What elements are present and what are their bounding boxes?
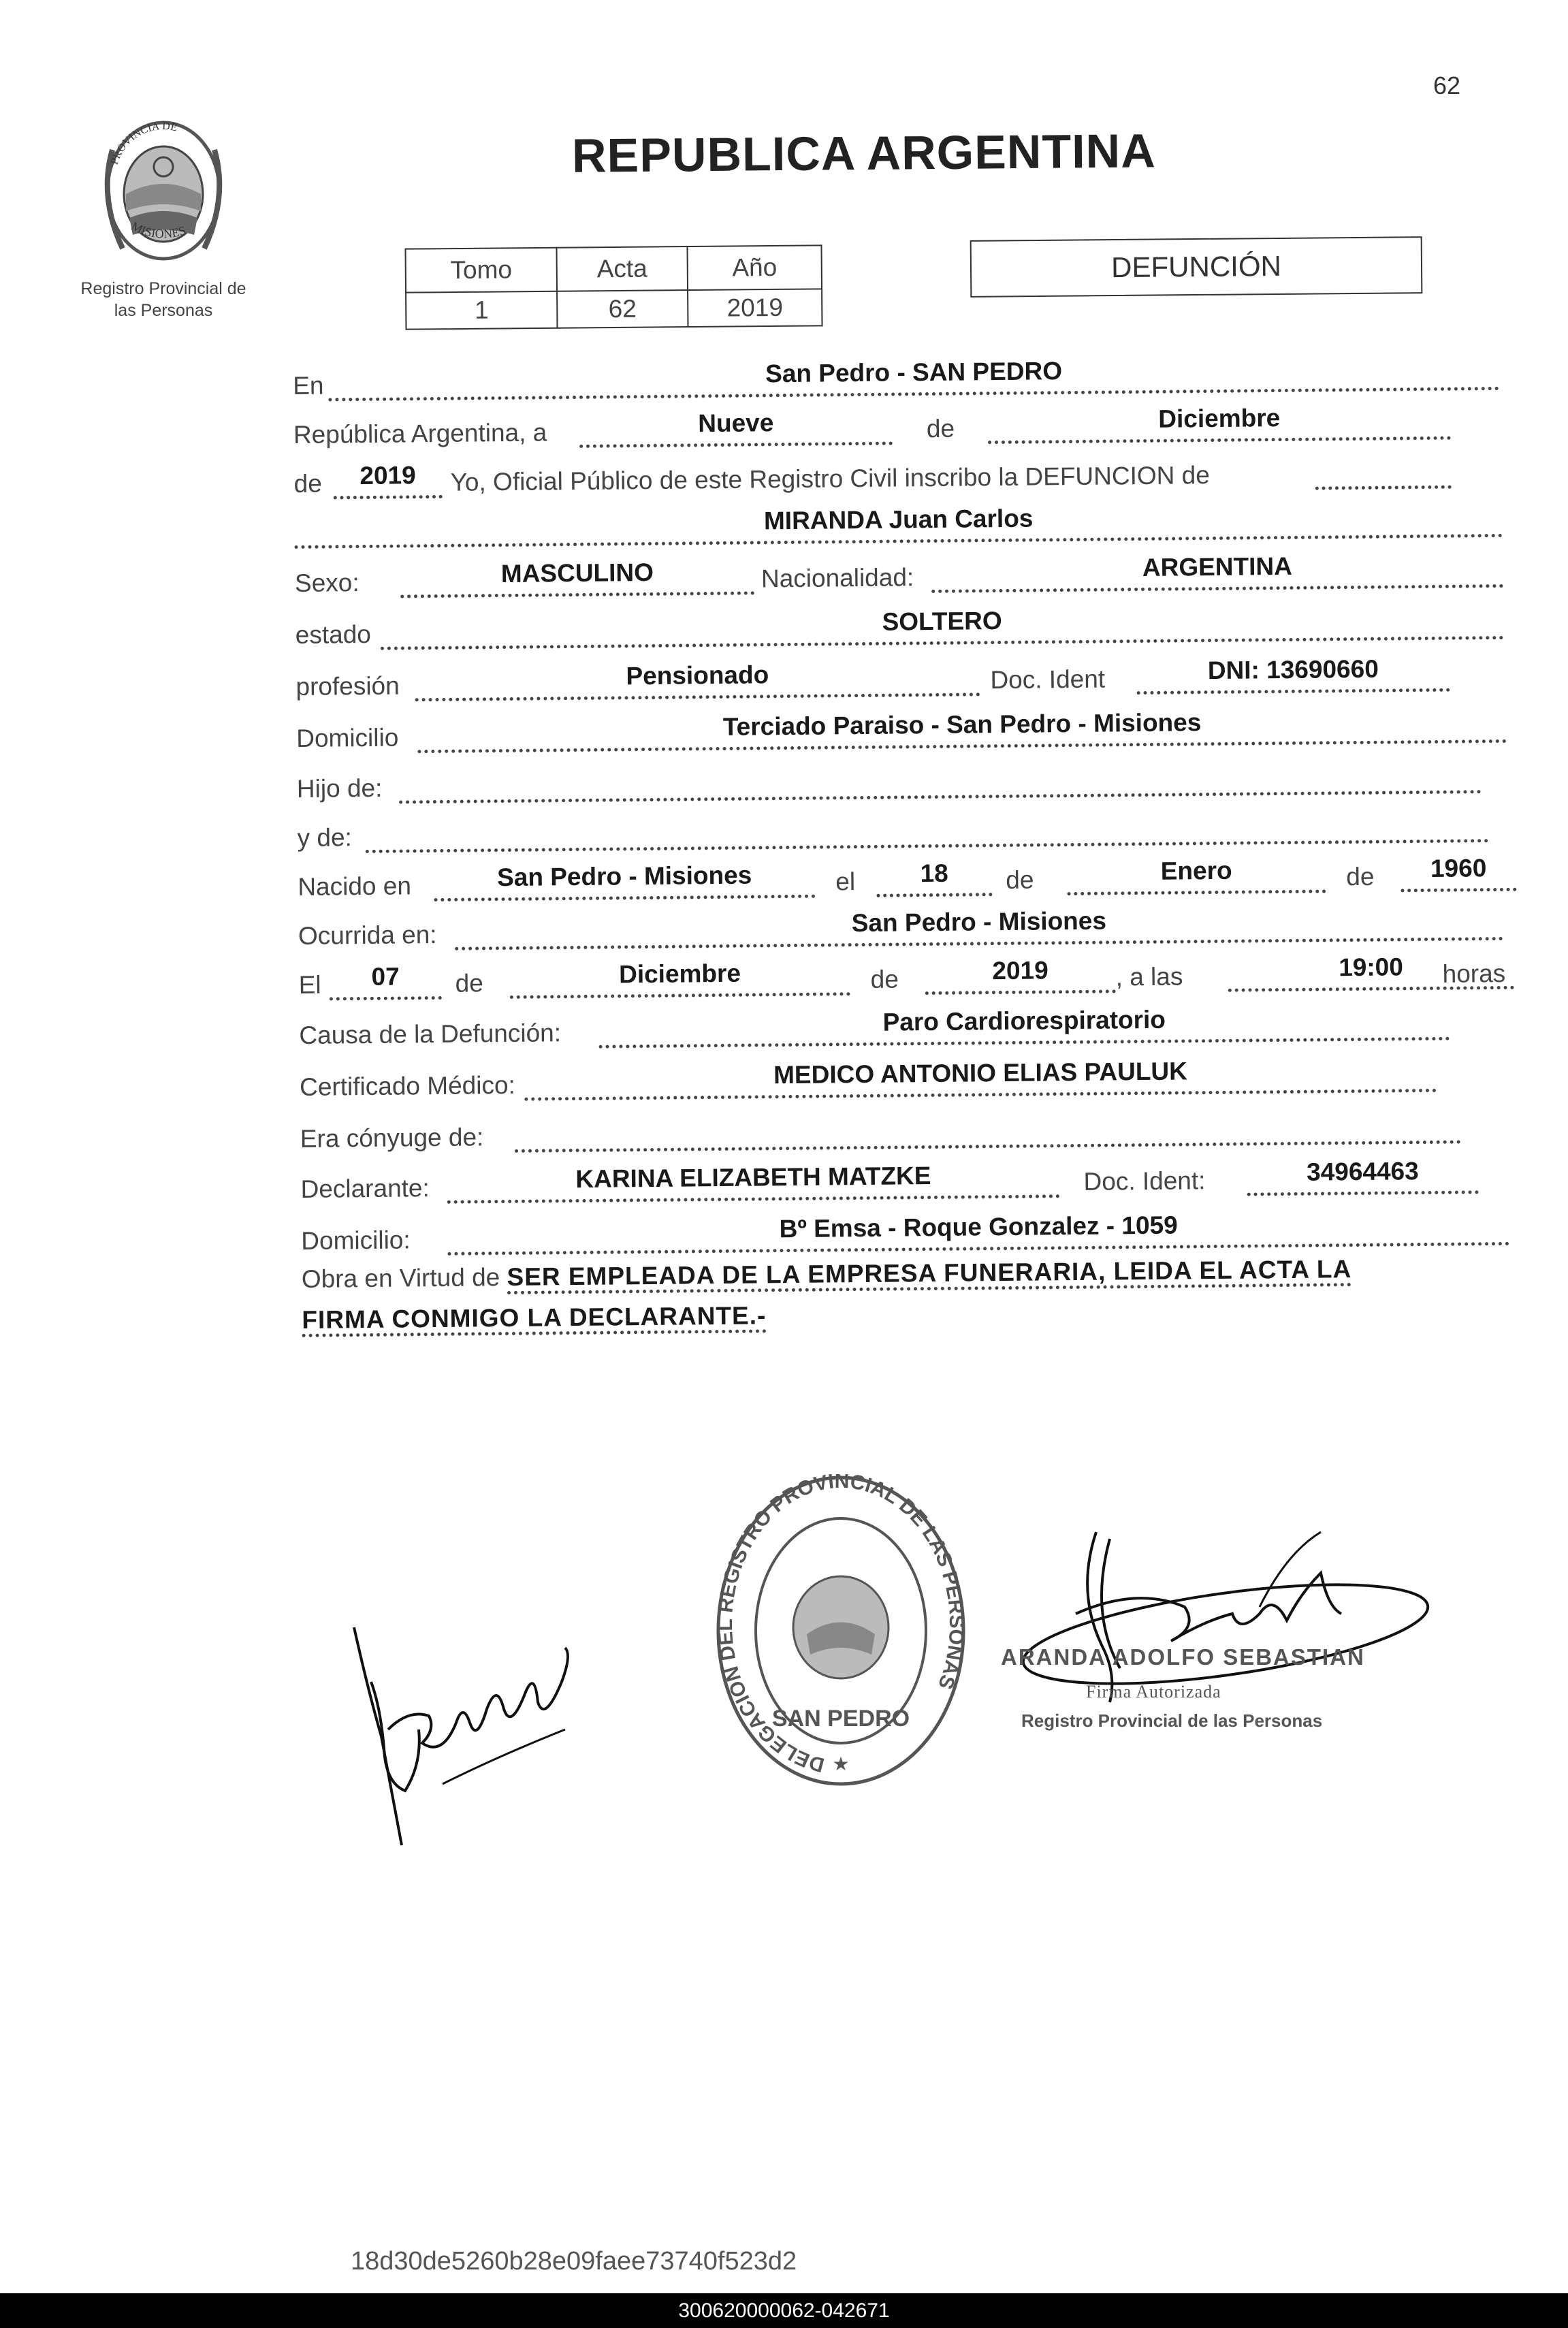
- anio-value: 2019: [688, 289, 822, 327]
- row-y-de: y de:: [297, 808, 1509, 854]
- death-day-field: 07: [329, 966, 441, 1001]
- row-certificado: Certificado Médico: MEDICO ANTONIO ELIAS PAULUK: [300, 1057, 1511, 1103]
- row-name: [294, 503, 1506, 549]
- table-header: Tomo: [405, 248, 557, 293]
- table-header: Acta: [556, 246, 688, 291]
- stamp-center-text: SAN PEDRO: [771, 1706, 910, 1732]
- province-crest-icon: [92, 109, 235, 272]
- nacionalidad-field: ARGENTINA: [931, 554, 1503, 593]
- month-text-field: Diciembre: [988, 406, 1451, 445]
- row-estado: estado SOLTERO: [295, 605, 1507, 651]
- doc-ident-field: DNI: 13690660: [1136, 658, 1450, 695]
- row-ocurrida: Ocurrida en: San Pedro - Misiones: [298, 906, 1510, 952]
- certificado-field: MEDICO ANTONIO ELIAS PAULUK: [524, 1059, 1437, 1101]
- page-title: REPUBLICA ARGENTINA: [571, 124, 1157, 182]
- death-record-form: [293, 356, 1515, 1430]
- row-nacido: Nacido en San Pedro - Misiones el 18 de Enero de 1960: [298, 857, 1509, 903]
- star-icon: ★: [832, 1753, 850, 1774]
- year-field: 2019: [333, 465, 442, 500]
- birth-year-field: 1960: [1401, 858, 1516, 893]
- deceased-name-field: MIRANDA Juan Carlos: [294, 504, 1503, 549]
- registrar-name: ARANDA ADOLFO SEBASTIAN: [1001, 1644, 1365, 1670]
- y-de-field: [365, 809, 1488, 853]
- acta-value: 62: [557, 290, 688, 328]
- row-conyuge: Era cónyuge de:: [300, 1109, 1512, 1155]
- row-declarante: Declarante: KARINA ELIZABETH MATZKE Doc. Ident: 34964463: [300, 1160, 1512, 1205]
- birth-day-field: 18: [876, 863, 992, 897]
- crest-top-text: PROVINCIA DE: [108, 120, 178, 166]
- row-domicilio: Domicilio Terciado Paraiso - San Pedro - Misiones: [296, 709, 1508, 754]
- row-profesion: profesión Pensionado Doc. Ident DNI: 13690660: [295, 657, 1507, 703]
- ocurrida-en-field: San Pedro - Misiones: [455, 907, 1503, 951]
- obra-text-2: FIRMA CONMIGO LA DECLARANTE.-: [302, 1301, 766, 1337]
- row-fecha-defuncion: El 07 de Diciembre de 2019 , a las 19:00 horas: [298, 955, 1510, 1001]
- row-en: En San Pedro - SAN PEDRO: [293, 356, 1505, 402]
- row-domicilio-declarante: Domicilio: Bº Emsa - Roque Gonzalez - 1059: [301, 1211, 1513, 1257]
- conyuge-field: [515, 1111, 1461, 1153]
- tomo-value: 1: [406, 291, 557, 330]
- registrar-title: Firma Autorizada: [1086, 1682, 1221, 1702]
- death-year-field: 2019: [925, 959, 1115, 995]
- registrar-signature-icon: [1001, 1512, 1450, 1736]
- nacido-en-field: San Pedro - Misiones: [434, 865, 815, 902]
- domicilio-field: Terciado Paraiso - San Pedro - Misiones: [417, 709, 1507, 753]
- place-field: San Pedro - SAN PEDRO: [328, 357, 1499, 402]
- row-causa: Causa de la Defunción: Paro Cardiorespiratorio: [299, 1006, 1511, 1051]
- day-text-field: Nueve: [579, 412, 893, 448]
- registry-label: Registro Provincial de las Personas: [80, 279, 246, 320]
- death-time-field: 19:00: [1228, 956, 1514, 992]
- row-hijo-de: Hijo de:: [297, 759, 1509, 805]
- obra-line-1: Obra en Virtud de SER EMPLEADA DE LA EMPRESA FUNERARIA, LEIDA EL ACTA LA: [302, 1255, 1352, 1294]
- declarante-doc-field: 34964463: [1247, 1160, 1478, 1196]
- document-hash: 18d30de5260b28e09faee73740f523d2: [351, 2247, 797, 2276]
- declarante-field: KARINA ELIZABETH MATZKE: [447, 1164, 1059, 1204]
- registrar-office: Registro Provincial de las Personas: [1021, 1710, 1323, 1731]
- estado-field: SOLTERO: [381, 606, 1504, 650]
- registrar-signature-block: [1001, 1512, 1450, 1736]
- declarant-signature-icon: [340, 1586, 599, 1859]
- table-header: Año: [687, 245, 822, 290]
- sexo-field: MASCULINO: [400, 562, 754, 599]
- oficial-continuation-field: [1315, 456, 1451, 490]
- act-type-box: DEFUNCIÓN: [970, 236, 1423, 298]
- profesion-field: Pensionado: [415, 663, 980, 701]
- obra-line-2: [302, 1301, 766, 1335]
- crest-bottom-text: MISIONES: [129, 219, 188, 241]
- hijo-de-field: [399, 760, 1482, 803]
- row-sexo: Sexo: MASCULINO Nacionalidad: ARGENTINA: [295, 554, 1507, 599]
- footer-code-bar: 300620000062-042671: [0, 2293, 1568, 2328]
- official-stamp-icon: [711, 1474, 970, 1794]
- stamp-ring-text: DELEGACION DEL REGISTRO PROVINCIAL DE LAS PERSONAS: [714, 1474, 968, 1776]
- birth-month-field: Enero: [1067, 859, 1326, 895]
- row-date: República Argentina, a Nueve de Diciembre: [293, 405, 1505, 451]
- causa-field: Paro Cardiorespiratorio: [598, 1007, 1450, 1049]
- row-year: de 2019 Yo, Oficial Público de este Registro Civil inscribo la DEFUNCION de: [293, 454, 1505, 500]
- death-month-field: Diciembre: [509, 962, 850, 999]
- act-table: [404, 244, 822, 330]
- page-number: 62: [1433, 71, 1461, 99]
- domicilio-declarante-field: Bº Emsa - Roque Gonzalez - 1059: [447, 1212, 1509, 1256]
- obra-text-1: SER EMPLEADA DE LA EMPRESA FUNERARIA, LEIDA EL ACTA LA: [507, 1255, 1351, 1294]
